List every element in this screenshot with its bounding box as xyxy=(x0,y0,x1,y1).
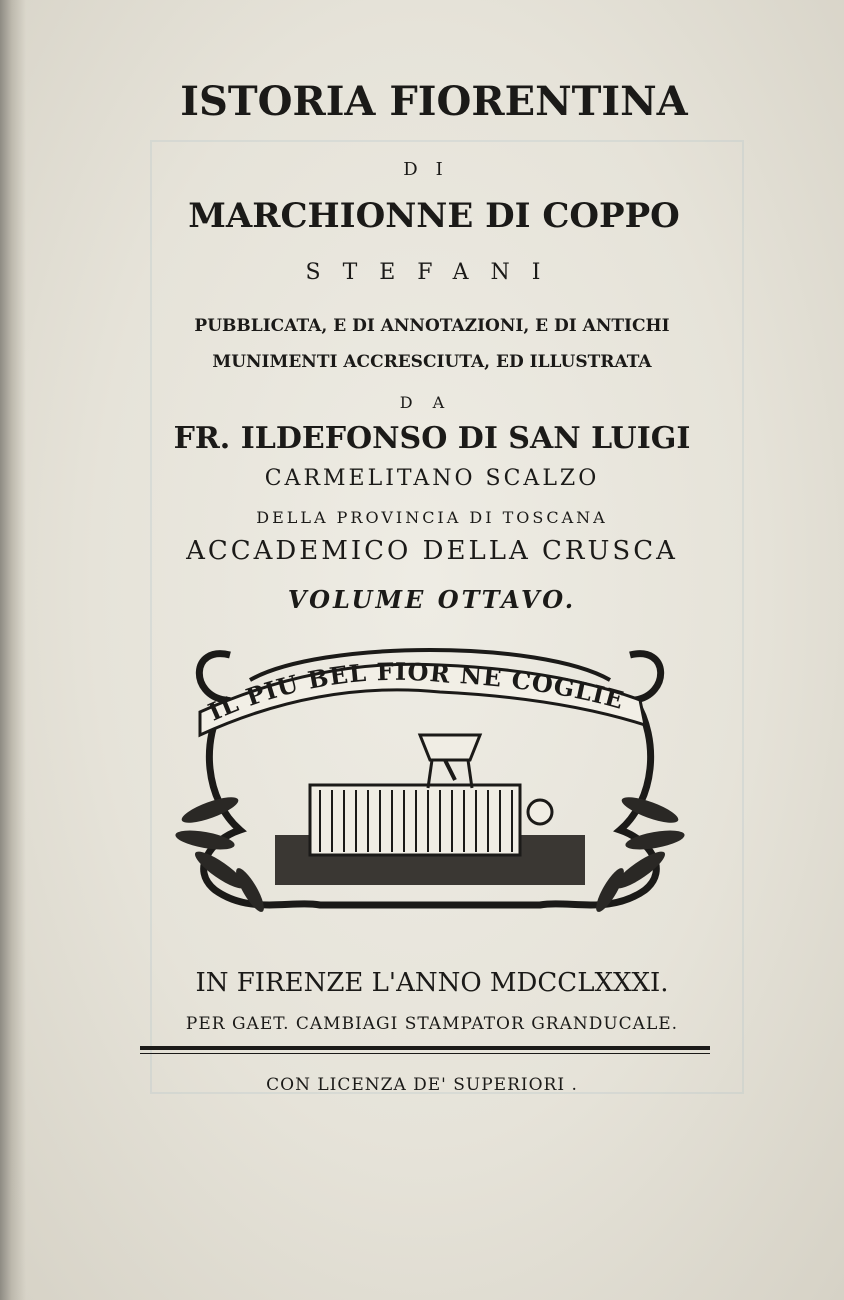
crusca-emblem xyxy=(170,640,690,950)
hopper xyxy=(420,735,480,760)
editor-name: FR. ILDEFONSO DI SAN LUIGI xyxy=(173,421,691,456)
book-title: ISTORIA FIORENTINA xyxy=(180,78,688,125)
subtitle-line-2: MUNIMENTI ACCRESCIUTA, ED ILLUSTRATA xyxy=(212,352,652,372)
author-preposition: DI xyxy=(403,159,461,180)
author-name: MARCHIONNE DI COPPO xyxy=(188,196,680,236)
imprint-place-year: IN FIRENZE L'ANNO MDCCLXXXI. xyxy=(195,968,669,998)
author-surname: STEFANI xyxy=(305,260,563,285)
editor-academy: ACCADEMICO DELLA CRUSCA xyxy=(186,536,678,566)
volume-label: VOLUME OTTAVO. xyxy=(287,585,577,614)
imprint-printer: PER GAET. CAMBIAGI STAMPATOR GRANDUCALE. xyxy=(185,1014,679,1034)
editor-province: DELLA PROVINCIA DI TOSCANA xyxy=(256,508,608,527)
bin-crank xyxy=(528,800,552,824)
subtitle-line-1: PUBBLICATA, E DI ANNOTAZIONI, E DI ANTICHI xyxy=(194,316,670,336)
editor-preposition: DA xyxy=(399,393,465,412)
double-rule xyxy=(140,1046,710,1054)
motto-text: IL PIU BEL FIOR NE COGLIE xyxy=(203,656,628,727)
editor-order: CARMELITANO SCALZO xyxy=(264,466,600,491)
spine-shadow xyxy=(0,0,26,1300)
imprint-license: CON LICENZA DE' SUPERIORI . xyxy=(266,1075,578,1095)
